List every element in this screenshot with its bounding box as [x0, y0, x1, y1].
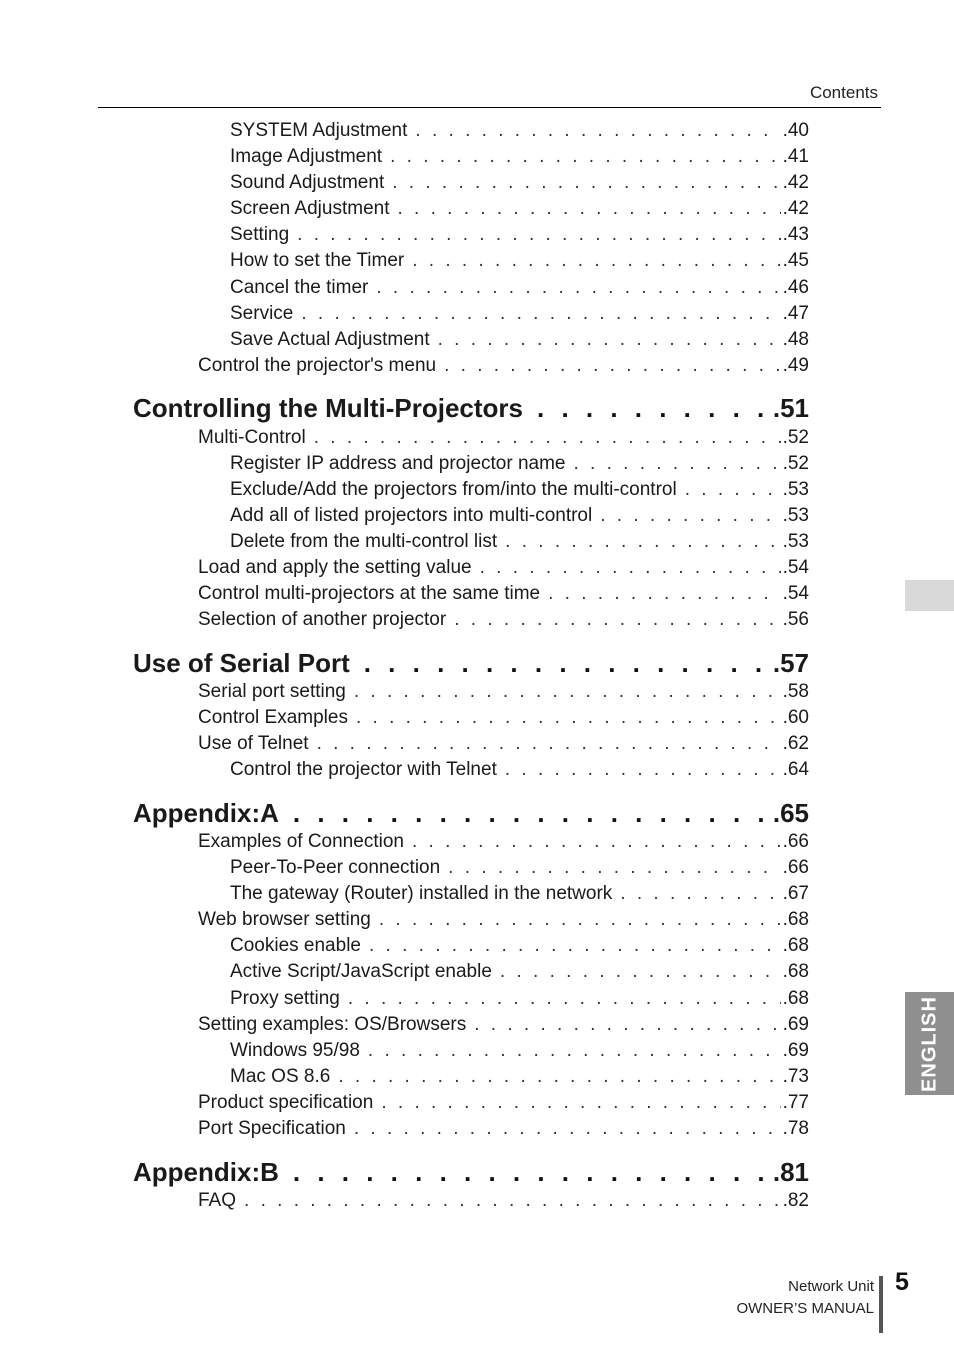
toc-entry-serial-port-setting[interactable]: Serial port setting . . . .58	[198, 681, 809, 705]
toc-entry-selection-another-projector[interactable]: Selection of another projector . . . .56	[198, 609, 809, 633]
footer-manual-name: OWNER’S MANUAL	[736, 1300, 874, 1317]
toc-entry-sound-adjustment[interactable]: Sound Adjustment . . . .42	[230, 172, 809, 196]
toc-entry-port-specification[interactable]: Port Specification . . . .78	[198, 1118, 809, 1142]
toc-entry-how-to-set-timer[interactable]: How to set the Timer . . . .45	[230, 250, 809, 274]
toc-entry-web-browser-setting[interactable]: Web browser setting . . . .68	[198, 909, 809, 933]
toc-entry-control-with-telnet[interactable]: Control the projector with Telnet . . . .64	[230, 759, 809, 783]
toc-entry-mac-os[interactable]: Mac OS 8.6 . . . .73	[230, 1066, 809, 1090]
toc-entry-use-of-telnet[interactable]: Use of Telnet . . . .62	[198, 733, 809, 757]
toc-entry-faq[interactable]: FAQ . . . .82	[198, 1190, 809, 1214]
toc-heading-appendix-b[interactable]: Appendix:B . . . .81	[133, 1157, 809, 1189]
toc-entry-control-projector-menu[interactable]: Control the projector's menu . . . .49	[198, 355, 809, 379]
toc-entry-service[interactable]: Service . . . .47	[230, 303, 809, 327]
toc-entry-add-all-projectors[interactable]: Add all of listed projectors into multi-control . . . .53	[230, 505, 809, 529]
toc-entry-image-adjustment[interactable]: Image Adjustment . . . .41	[230, 146, 809, 170]
language-label: ENGLISH	[918, 995, 940, 1092]
toc-entry-active-script[interactable]: Active Script/JavaScript enable . . . .68	[230, 961, 809, 985]
toc-entry-multi-control[interactable]: Multi-Control . . . .52	[198, 427, 809, 451]
toc-entry-setting[interactable]: Setting . . . .43	[230, 224, 809, 248]
header-rule	[98, 107, 881, 108]
toc-entry-setting-examples-os[interactable]: Setting examples: OS/Browsers . . . .69	[198, 1014, 809, 1038]
side-thumb-marker	[905, 580, 954, 611]
toc-entry-gateway-router[interactable]: The gateway (Router) installed in the network . . . .67	[230, 883, 809, 907]
toc-entry-peer-to-peer[interactable]: Peer-To-Peer connection . . . .66	[230, 857, 809, 881]
footer-product-name: Network Unit	[788, 1278, 874, 1295]
toc-entry-examples-of-connection[interactable]: Examples of Connection . . . .66	[198, 831, 809, 855]
toc-entry-delete-from-list[interactable]: Delete from the multi-control list . . . .53	[230, 531, 809, 555]
toc-entry-register-ip[interactable]: Register IP address and projector name . . . .52	[230, 453, 809, 477]
toc-entry-cancel-timer[interactable]: Cancel the timer . . . .46	[230, 277, 809, 301]
page-number: 5	[895, 1268, 909, 1296]
toc-entry-control-multi-same-time[interactable]: Control multi-projectors at the same time . . . .54	[198, 583, 809, 607]
toc-heading-appendix-a[interactable]: Appendix:A . . . .65	[133, 798, 809, 830]
toc-heading-controlling-multi-projectors[interactable]: Controlling the Multi-Projectors . . . .51	[133, 393, 809, 425]
toc-heading-use-of-serial-port[interactable]: Use of Serial Port . . . .57	[133, 648, 809, 680]
toc-entry-windows-95-98[interactable]: Windows 95/98 . . . .69	[230, 1040, 809, 1064]
footer-divider-bar	[879, 1276, 883, 1333]
toc-entry-control-examples[interactable]: Control Examples . . . .60	[198, 707, 809, 731]
toc-entry-cookies-enable[interactable]: Cookies enable . . . .68	[230, 935, 809, 959]
toc-entry-system-adjustment[interactable]: SYSTEM Adjustment . . . .40	[230, 120, 809, 144]
toc-entry-proxy-setting[interactable]: Proxy setting . . . .68	[230, 988, 809, 1012]
language-side-tab	[905, 992, 954, 1095]
toc-entry-product-specification[interactable]: Product specification . . . .77	[198, 1092, 809, 1116]
toc-entry-screen-adjustment[interactable]: Screen Adjustment . . . .42	[230, 198, 809, 222]
toc-entry-save-actual-adjustment[interactable]: Save Actual Adjustment . . . .48	[230, 329, 809, 353]
toc-entry-load-apply-setting[interactable]: Load and apply the setting value . . . .54	[198, 557, 809, 581]
header-section-label: Contents	[809, 83, 878, 102]
toc-entry-exclude-add-projectors[interactable]: Exclude/Add the projectors from/into the multi-control . . . .53	[230, 479, 809, 503]
